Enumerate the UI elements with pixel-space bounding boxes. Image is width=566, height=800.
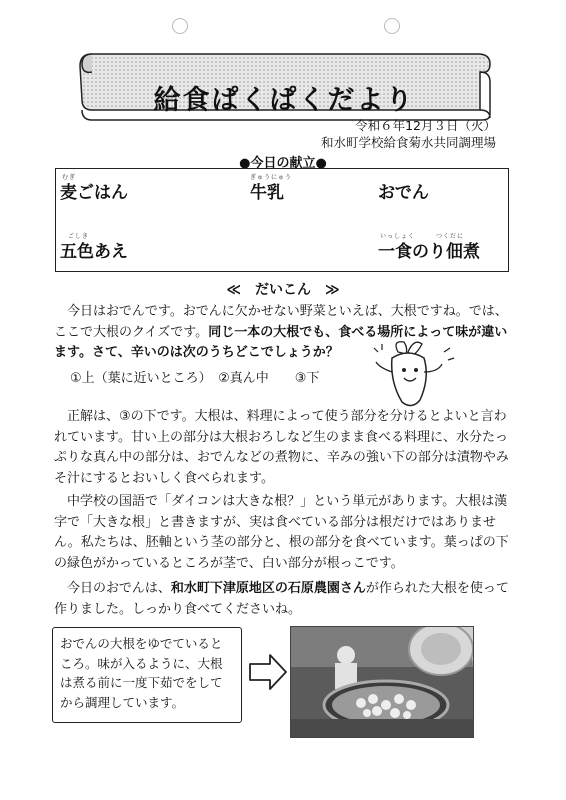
farm-outro: が作られた大根を使って作りました。しっかり食べてくださいね。: [54, 581, 509, 617]
menu-item-ruby: いっしょく つくだに: [380, 233, 465, 240]
menu-item-ruby: ぎゅうにゅう: [250, 174, 292, 181]
paragraph-answer: 正解は、③の下です。大根は、料理によって使う部分を分けるとよいと言われています。甘い上の部分は大根おろしなど生のまま食べる料理に、水分たっぷりな真ん中の部分は、おでんなどの煮物に、辛みの強い下の部分は漬物やみそ汁にするとおいしく食べられます。: [54, 409, 509, 486]
issue-date: 令和６年12月３日（火）: [355, 118, 496, 133]
paragraph-farm: [54, 579, 514, 620]
title-banner: [70, 48, 498, 124]
farm-name: 和水町下津原地区の石原農園さん: [170, 581, 366, 596]
menu-item-oden: おでん: [378, 183, 429, 203]
punch-hole-left: [172, 18, 188, 34]
menu-item-rice: 麦ごはん: [60, 183, 128, 203]
photo-caption-box: おでんの大根をゆでているところ。味が入るように、大根は煮る前に一度下茹でをしてから調理しています。: [52, 627, 242, 723]
menu-item-nori-tsukudani: 一食のり佃煮: [378, 242, 480, 262]
section-heading: ≪ だいこん ≫: [226, 282, 340, 298]
menu-heading: ●今日の献立●: [239, 156, 327, 171]
paragraph-root: 中学校の国語で「ダイコンは大きな根？」という単元があります。大根は漢字で「大きな根」と書きますが、実は食べている部分は根だけではありません。私たちは、胚軸という茎の部分と、根の部分を食べています。葉っぱの下の緑色がかっているところが茎で、白い部分が根っこです。: [54, 494, 509, 571]
quiz-options: ①上（葉に近いところ） ②真ん中 ③下: [70, 371, 320, 386]
farm-intro: 今日のおでんは、: [67, 581, 171, 596]
right-arrow-icon: [248, 652, 288, 692]
quiz-question: 同じ一本の大根でも、食べる場所によって味が違います。さて、辛いのは次のうちどこでしょうか？: [54, 324, 508, 360]
punch-hole-right: [384, 18, 400, 34]
menu-item-ruby: ごしき: [68, 233, 90, 240]
cooking-photo: [290, 626, 474, 738]
quiz-intro: 今日はおでんです。おでんに欠かせない野菜といえば、大根ですね。では、ここで大根のクイズです。: [54, 304, 508, 340]
menu-item-ruby: むぎ: [62, 174, 77, 181]
menu-item-goshiki-ae: 五色あえ: [60, 242, 128, 262]
kitchen-photo-image: [291, 627, 473, 737]
newsletter-title: 給食ぱくぱくだより: [153, 85, 415, 116]
daikon-character-icon: [368, 338, 460, 410]
organization-name: 和水町学校給食菊水共同調理場: [320, 135, 496, 150]
menu-item-milk: 牛乳: [250, 183, 284, 203]
